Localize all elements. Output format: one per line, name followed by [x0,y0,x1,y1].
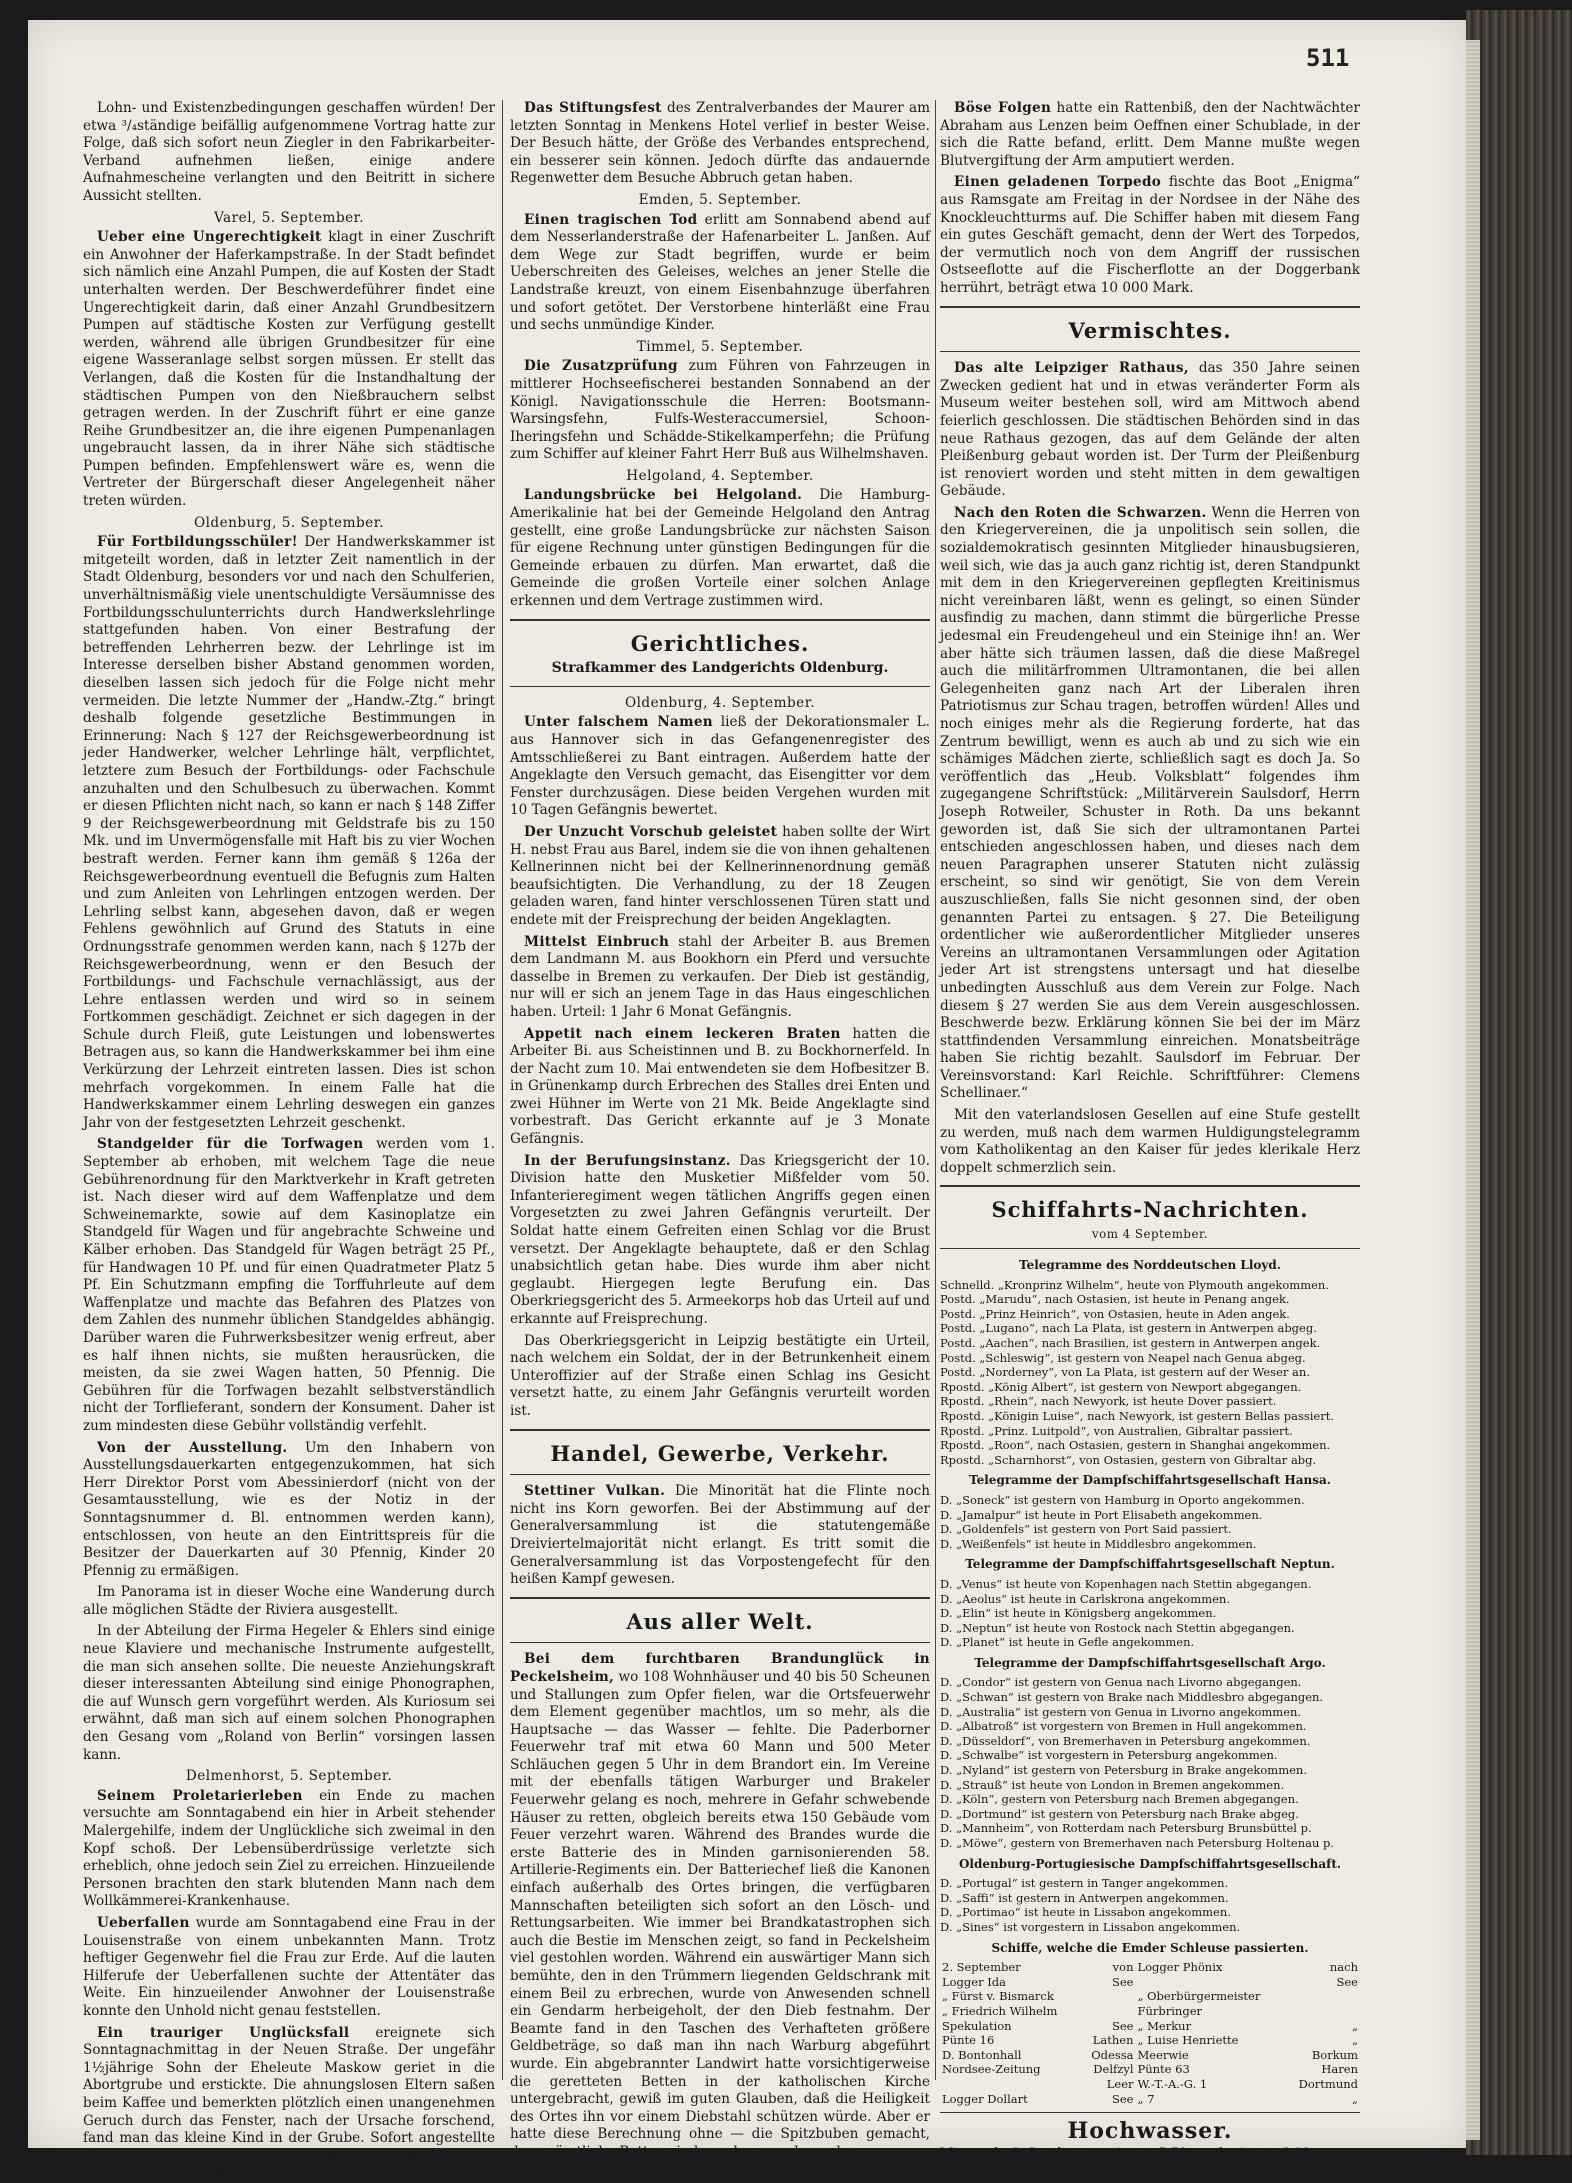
column-rule [502,100,503,2080]
article [510,212,930,335]
article-body: zum Führen von Fahrzeugen in mittlerer Hochseefischerei bestanden Sonnabend an der Königl. Navigationsschule die Herren: Bootsmann-Warsingsfehn, Fulfs-Westeraccumersiel, Schoon-Iheringsfehn und Schädde-Stikelkamperfehn; die Prüfung zum Schiffer auf kleiner Fahrt Herr Buß aus Wilhelmshaven. [510,358,930,463]
table-cell [940,2077,1081,2092]
article [83,1915,495,2021]
article [510,487,930,610]
article-body: Um den Inhabern von Ausstellungsdauerkarten entgegenzukommen, hat sich Herr Direktor Porst vom Abessinierdorf (nicht von der Gesamtausstellung, wie es der Notiz in der Sonntagsnummer d. Bl. entnommen werden kann), entschlossen, von heute an den Eintrittspreis für die Besitzer der Dauerkarten auf 30 Pfennig, Kinder 20 Pfennig zu ermäßigen. [83,1439,495,1579]
ship-telegram-line: Postd. „Schleswig“, ist gestern von Neapel nach Genua abgeg. [940,1350,1306,1365]
article-body: das 350 Jahre seinen Zwecken gedient hat und in etwas veränderter Form als Museum weiter bestehen soll, wird am Mittwoch abend feierlich geschlossen. Die städtischen Behörden sind in das neue Rathaus gezogen, das auf dem Gelände der alten Pleißenburg gebaut worden ist. Der Turm der Pleißenburg ist renoviert worden und steht mitten in dem gewaltigen Gebäude. [940,360,1361,500]
table-cell [1285,1989,1360,2004]
article-headline: Einen geladenen Torpedo [954,174,1162,191]
divider [940,2112,1360,2113]
table-row [940,2019,1360,2034]
table-cell [1081,1989,1136,2004]
table-cell: 2. September [942,1960,1021,1975]
ship-telegram-line: D. „Sines“ ist vorgestern in Lissabon angekommen. [940,1919,1241,1934]
section-header-box [940,306,1360,353]
article [83,1440,495,1581]
table-cell: See [1112,2091,1134,2106]
article-body: ereignete sich Sonntagnachmittag in der Neuen Straße. Der ungefähr 1½jährige Sohn der Eheleute Maskow geriet in die Abortgrube und erstickte. Die ahnungslosen Eltern saßen beim Kaffee und bemerkten plötzlich einen unangenehmen Geruch durch das Fenster, nach der Ursache forschend, fand man das kleine Kind in der Grube. Sofort angestellte Wiederbelebungsversuche und ärztliche Behandlung blieben leider ohne Erfolg. [83,2024,495,2182]
table-cell [1081,2004,1136,2019]
article-body: erlitt am Sonnabend abend auf dem Nesserlanderstraße der Hafenarbeiter L. Janßen. Auf dem Wege zur Stadt begriffen, wurde er beim Ueberschreiten des Geleises, welches an jener Stelle die Landstraße kreuzt, von einem Eisenbahnzuge überfahren und sofort getötet. Der Verstorbene hinterläßt eine Frau und sechs unmündige Kinder. [510,211,930,334]
article [83,229,495,511]
table-row [940,2077,1360,2092]
dateline: Varel, 5. September. [213,209,365,226]
table-cell: Meerwie [1137,2047,1189,2062]
table-cell: von [1112,1960,1134,1975]
telegram-heading: Telegramme der Dampfschiffahrtsgesellschaft Argo. [974,1655,1326,1670]
telegram-heading: Telegramme der Dampfschiffahrtsgesellschaft Neptun. [965,1557,1335,1572]
ship-telegram-line: D. „Nyland“ ist gestern von Petersburg in Brake angekommen. [940,1763,1307,1778]
article [940,100,1360,170]
ship-telegram-line: D. „Planet“ ist heute in Gefle angekommen. [940,1635,1195,1650]
table-cell: Nordsee-Zeitung [942,2062,1041,2077]
table-cell: Logger Phönix [1137,1960,1223,1975]
ship-telegram-line: Postd. „Aachen“, nach Brasilien, ist gestern in Antwerpen angek. [940,1336,1321,1350]
high-water-times: Mittwoch, 6. Septbr.: vormittags 5.52, nachmittags 6.09 [940,2145,1311,2161]
article-paragraph: In der Abteilung der Firma Hegeler & Ehlers sind einige neue Klaviere und mechanische Instrumente aufgestellt, die man sich ansehen sollte. Die neueste Anziehungskraft dieser interessanten Abteilung sind einige Phonographen, die auf Wunsch gern vorgeführt werden. Als Kuriosum sei erwähnt, daß man sich auf einem solchen Phonographen den Gesang vom „Roland von Berlin“ vorsingen lassen kann. [83,1623,495,1763]
article [510,1483,930,1589]
telegram-heading: Telegramme der Dampfschiffahrtsgesellschaft Hansa. [969,1473,1331,1488]
article-body: fischte das Boot „Enigma“ aus Ramsgate am Freitag in der Nordsee in der Nähe des Knockleuchtturms auf. Die Schiffer haben mit diesem Fang ein gutes Geschäft gemacht, denn der Wert des Torpedos, der vermutlich noch von dem Angriff der russischen Ostseeflotte auf die Fischerflotte an der Doggerbank herrührt, beträgt etwa 10 000 Mark. [940,174,1361,296]
article-headline: Der Unzucht Vorschub geleistet [524,823,778,840]
article-body: hatte ein Rattenbiß, den der Nachtwächter Abraham aus Lenzen beim Oeffnen einer Schublade, in der sich die Ratte befand, erlitt. Dem Manne mußte wegen Blutvergiftung der Arm amputiert werden. [940,100,1360,169]
ship-telegram-line: D. „Condor“ ist gestern von Genua nach Livorno abgegangen. [940,1675,1302,1690]
article-headline: Bei dem furchtbaren Brandunglück in Peckelsheim, [510,1651,930,1685]
ship-telegram-line: D. „Jamalpur“ ist heute in Port Elisabeth angekommen. [940,1507,1263,1522]
article [83,1788,495,1911]
article-body: hatten die Arbeiter Bi. aus Scheistinnen und B. zu Bockhornerfeld. In der Nacht zum 10. Mai entwendeten sie dem Hofbesitzer B. in Grünenkamp durch Erbrechen des Stalles drei Enten und zwei Hühner im Werte von 21 Mk. Beide Angeklagte sind vorbestraft. Das Gericht erkannte auf je 3 Monate Gefängnis. [510,1025,930,1148]
article [510,100,930,188]
section-header-box [940,1185,1360,1249]
ship-telegram-line: Schnelld. „Kronprinz Wilhelm“, heute von Plymouth angekommen. [940,1277,1329,1292]
article [83,2025,495,2183]
ship-telegram-line: Postd. „Prinz Heinrich“, von Ostasien, heute in Aden angek. [940,1306,1290,1321]
article-headline: Landungsbrücke bei Helgoland. [524,487,803,504]
article-headline: Böse Folgen [954,100,1052,116]
table-row [940,2033,1360,2048]
ship-telegram-line: Rpostd. „Königin Luise“, nach Newyork, ist gestern Bellas passiert. [940,1408,1334,1423]
table-cell: Borkum [1311,2047,1358,2062]
table-cell: „ Luise Henriette [1137,2033,1239,2048]
column-1 [83,100,496,2182]
dateline: Oldenburg, 5. September. [193,514,385,531]
ship-telegram-line: D. „Portugal“ ist gestern in Tanger angekommen. [940,1876,1229,1891]
article-body: wo 108 Wohnhäuser und 40 bis 50 Scheunen und Stallungen zum Opfer fielen, war die Ortsfeuerwehr dem Element gegenüber machtlos, um so mehr, als die Hauptsache — das Wasser — fehlte. Die Paderborner Feuerwehr traf mit etwa 60 Mann und 500 Meter Schläuchen gegen 5 Uhr in dem Brandort ein. Im Vereine mit der ebenfalls tätigen Warburger und Brakeler Feuerwehr gelang es noch, mehrere in Gefahr schwebende Häuser zu retten, obgleich bereits etwa 150 Gebäude vom Feuer verzehrt waren. Während des Brandes wurde die erste Batterie des in Minden garnisonierenden 58. Artillerie-Regiments ein. Der Batteriechef ließ die Kanonen einfach außerhalb des Ortes bringen, die verfügbaren Mannschaften beteiligten sich sofort an den Lösch- und Rettungsarbeiten. Wie immer bei Brandkatastrophen sich auch die Bestie im Menschen zeigt, so fand in Peckelsheim viel gestohlen worden. Während ein auswärtiger Mann sich bemühte, den in den Trümmern liegenden Geldschrank mit einem Beil zu erbrechen, wurde von Anwesenden schnell ein Gendarm herbeigeholt, der den Dieb festnahm. Der Beamte fand in den Taschen des Verhafteten größere Geldbeträge, so daß man ihn nach Warburg abgeführt wurde. Ein abgebrannter Landwirt hatte vorsichtigerweise die geretteten Betten in der katholischen Kirche untergebracht, gewiß im guten Glauben, daß die Heiligkeit des Ortes ihn vor einem Diebstahl schützen würde. Aber er hatte diese Berechnung ohne — die Spitzbuben gemacht, denn sämtliche Betten sind spurlos verschwunden. [510,1668,930,2160]
table-row [940,1989,1360,2004]
article-headline: Standgelder für die Torfwagen [97,1136,364,1153]
ship-telegram-line: D. „Düsseldorf“, von Bremerhaven in Petersburg angekommen. [940,1733,1311,1748]
section-subtitle: Strafkammer des Landgerichts Oldenburg. [551,660,889,677]
ship-telegram-line: D. „Albatroß“ ist vorgestern von Bremen in Hull angekommen. [940,1719,1307,1734]
ship-telegram-line: D. „Australia“ ist gestern von Genua in Livorno angekommen. [940,1704,1302,1719]
ship-telegram-line: D. „Mannheim“, von Rotterdam nach Petersburg Brunsbüttel p. [940,1821,1312,1836]
table-cell: Dortmund [1298,2076,1358,2091]
article-headline: Appetit nach einem leckeren Braten [524,1025,841,1042]
dateline: Timmel, 5. September. [636,338,804,355]
article-body: stahl der Arbeiter B. aus Bremen dem Landmann M. aus Bookhorn ein Pferd und versuchte dasselbe in Bremen zu verkaufen. Der Dieb ist geständig, nur will er sich an jenem Tage in das Haus eingeschlichen haben. Urteil: 1 Jahr 6 Monat Gefängnis. [510,933,930,1020]
table-cell: See [1336,1974,1358,1989]
article-headline: Ein trauriger Unglücksfall [97,2024,350,2041]
table-cell: Spekulation [942,2018,1012,2033]
section-title: Gerichtliches. [630,630,810,656]
table-cell: Pünte 16 [942,2033,995,2048]
ship-telegram-line: D. „Dortmund“ ist gestern von Petersburg nach Brake abgeg. [940,1806,1299,1821]
table-cell: nach [1329,1960,1358,1975]
article [510,934,930,1022]
table-cell: Logger Ida [942,1974,1007,1989]
ship-telegram-line: D. „Schwan“ ist gestern von Brake nach Middlesbro abgegangen. [940,1690,1324,1705]
table-cell: „ Oberbürgermeister [1137,1989,1261,2004]
article-headline: Stettiner Vulkan. [524,1483,666,1500]
article-paragraph: Das Oberkriegsgericht in Leipzig bestätigte ein Urteil, nach welchem ein Soldat, der in der Betrunkenheit einem Unteroffizier auf der Straße einen Schlag ins Gesicht versetzt hatte, zu einem Jahr Gefängnis verurteilt worden ist. [510,1332,930,1419]
ship-telegram-line: D. „Elin“ ist heute in Königsberg angekommen. [940,1606,1217,1621]
article-body: Der Handwerkskammer ist mitgeteilt worden, daß in letzter Zeit namentlich in der Stadt Oldenburg, besonders vor und nach den Schulferien, unverhältnismäßig viele unentschuldigte Versäumnisse des Fortbildungsschulunterrichts durch Handwerkslehrlinge stattgefunden haben. Von einer Bestrafung der betreffenden Lehrherren bezw. der Lehrlinge ist im Interesse derselben bisher Abstand genommen worden, dieselben lassen sich jedoch für die Folge nicht mehr vermeiden. Die letzte Nummer der „Handw.-Ztg.“ bringt deshalb folgende gesetzliche Bestimmungen in Erinnerung: Nach § 127 der Reichsgewerbeordnung ist jeder Handwerker, welcher Lehrlinge hält, verpflichtet, letztere zum Besuch der Fortbildungs- oder Fachschule anzuhalten und den Schulbesuch zu überwachen. Kommt er diesen Pflichten nicht nach, so kann er nach § 148 Ziffer 9 der Reichsgewerbeordnung mit Geldstrafe bis zu 150 Mk. und im Unvermögensfalle mit Haft bis zu vier Wochen bestraft werden. Ferner kann ihm gemäß § 126a der Reichsgewerbeordnung eventuell die Befugnis zum Halten und zum Anleiten von Lehrlingen entzogen werden. Der Lehrling selbst kann, abgesehen davon, daß er wegen Fehlens gewöhnlich auf Grund des Statuts in eine Ordnungsstrafe genommen werden kann, nach § 127b der Reichsgewerbeordnung, wenn er den Besuch der Fortbildungs- und Fachschule vernachlässigt, aus der Lehre entlassen werden und wird so in seinem Fortkommen geschädigt. Zeichnet er sich dagegen in der Schule durch Fleiß, gute Leistungen und lobenswertes Betragen aus, so kann die Handwerkskammer bei ihm eine Verkürzung der Lehrzeit eintreten lassen. Dies ist schon mehrfach vorgekommen. In einem Falle hat die Handwerkskammer einem Lehrling deswegen ein ganzes Jahr von der festgesetzten Lehrzeit geschenkt. [83,534,495,1131]
article-paragraph: Mit den vaterlandslosen Gesellen auf eine Stufe gestellt zu werden, muß nach dem warmen Huldigungstelegramm vom Katholikentag an den Kaiser für jedes klerikale Herz doppelt schmerzlich sein. [940,1107,1360,1176]
table-cell: Odessa [1091,2047,1134,2062]
dateline: Oldenburg, 4. September. [624,694,816,711]
table-row [940,1960,1360,1975]
article-headline: Mittelst Einbruch [524,933,670,950]
article-headline: Seinem Proletarierleben [97,1787,303,1804]
table-cell: Pünte 63 [1137,2062,1190,2077]
high-water-title: Hochwasser. [1067,2118,1233,2145]
table-cell: „ Friedrich Wilhelm [942,2003,1058,2018]
article-headline: Nach den Roten die Schwarzen. [954,504,1207,521]
article-headline: Das alte Leipziger Rathaus, [954,360,1189,377]
article-headline: Ueberfallen [97,1914,190,1931]
article-body: haben sollte der Wirt H. nebst Frau aus Barel, indem sie die von ihnen gehaltenen Kellnerinnen nicht bei der Kellnerinnenordnung gemäß beaufsichtigten. Die Verhandlung, zu der 18 Zeugen geladen waren, fand hinter verschlossenen Türen statt und endete mit der Freisprechung der beiden Angeklagten. [510,823,930,928]
article [510,824,930,930]
ship-telegram-line: Postd. „Marudu“, nach Ostasien, ist heute in Penang angek. [940,1292,1290,1307]
ship-telegram-line: D. „Möwe“, gestern von Bremerhaven nach Petersburg Holtenau p. [940,1836,1335,1850]
article [940,360,1360,501]
book-spine [1466,10,1572,2155]
ship-telegram-line: Postd. „Lugano“, nach La Plata, ist gestern in Antwerpen abgeg. [940,1321,1317,1336]
article [940,505,1360,1103]
ship-telegram-line: Rpostd. „König Albert“, ist gestern von Newport abgegangen. [940,1379,1302,1394]
table-row [940,1975,1360,1990]
table-cell: „ 7 [1137,2091,1155,2106]
article-headline: In der Berufungsinstanz. [524,1152,731,1169]
page-number: 511 [1306,44,1350,72]
ship-telegram-line: D. „Saffi“ ist gestern in Antwerpen angekommen. [940,1890,1229,1905]
table-cell: D. Bontonhall [942,2047,1022,2062]
section-header-box [510,619,930,687]
article-body: des Zentralverbandes der Maurer am letzten Sonntag in Menkens Hotel verlief in bester Weise. Der Besuch hätte, der Größe des Verbandes entsprechend, ein besserer sein können. Jedoch dürfte das andauernde Regenwetter dem Besuche Abbruch getan haben. [510,100,931,187]
article-body: wurde am Sonntagabend eine Frau in der Louisenstraße von einem unbekannten Mann. Trotz heftiger Gegenwehr fiel die Frau zur Erde. Auf die lauten Hilferufe der Ueberfallenen suchte der Attentäter das Weite. Ein hinzueilender Anwohner der Louisenstraße konnte den Unhold nicht genau feststellen. [83,1914,495,2019]
ship-telegram-line: Postd. „Norderney“, von La Plata, ist gestern auf der Weser an. [940,1365,1310,1380]
section-date: vom 4 September. [1091,1227,1209,1242]
article-body: ein Ende zu machen versuchte am Sonntagabend ein hier in Arbeit stehender Malergehilfe, indem der Unglückliche sich zweimal in den Kopf schoß. Der Lebensüberdrüssige verletzte sich erheblich, ohne jedoch sein Ziel zu erreichen. Hinzueilende Personen brachten den stark blutenden Mann nach dem Wollkämmerei-Krankenhause. [83,1787,495,1910]
article-paragraph: Lohn- und Existenzbedingungen geschaffen würden! Der etwa ³/₄ständige beifällig aufgenommene Vortrag hatte zur Folge, daß sich sofort neun Ziegler in den Fabrikarbeiter-Verband aufnehmen ließen, einige andere Aufnahmescheine verlangten und den Beitritt in sichere Aussicht stellten. [83,100,495,204]
table-cell: Leer [1106,2076,1134,2091]
telegram-heading: Oldenburg-Portugiesische Dampfschiffahrtsgesellschaft. [958,1856,1342,1871]
dateline: Helgoland, 4. September. [626,467,814,484]
ship-telegram-line: D. „Goldenfels“ ist gestern von Port Said passiert. [940,1522,1232,1537]
table-row [940,2048,1360,2063]
table-row [940,2004,1360,2019]
article [510,714,930,820]
section-title: Vermischtes. [1068,317,1232,343]
column-2 [510,100,931,2160]
article-headline: Die Zusatzprüfung [524,358,678,375]
table-cell: See [1112,2018,1134,2033]
column-3 [940,100,1361,2161]
article-body: ließ der Dekorationsmaler L. aus Hannover sich in das Gefangenenregister des Amtsschließerei zu Bant eintragen. Außerdem hatte der Angeklagte den Versuch gemacht, das Eisengitter vor dem Fenster durchzusägen. Diese beiden Vergehen wurden mit 10 Tagen Gefängnis bewertet. [510,714,931,819]
table-cell [1136,1975,1286,1990]
telegram-list-hansa [940,1493,1360,1551]
article-headline: Ueber eine Ungerechtigkeit [97,229,322,246]
article-headline: Unter falschem Namen [524,714,713,731]
article-body: Die Minorität hat die Flinte noch nicht ins Korn geworfen. Bei der Abstimmung auf der Generalversammlung ist die statutengemäße Dreiviertelmajorität nicht erlangt. Es tritt somit die Generalversammlung ist das Vorpostengefecht für den heißen Kampf gewesen. [510,1483,931,1588]
table-cell: Lathen [1092,2033,1134,2048]
article [83,1136,495,1435]
table-cell: „ [1352,2018,1358,2033]
telegram-list-oport [940,1876,1360,1934]
article-body: Das Kriegsgericht der 10. Division hatte den Musketier Mißfelder vom 50. Infanterieregiment wegen tätlichen Angriffs gegen einen Vorgesetzten zu zwei Jahren Gefängnis verurteilt. Der Soldat hatte einem Gefreiten einen Schlag vor die Brust versetzt. Der Angeklagte behauptete, daß er den Schlag unabsichtlich getan habe. Dies wurde ihm aber nicht geglaubt. Hiergegen legte Berufung ein. Das Oberkriegsgericht des 5. Armeekorps hob das Urteil auf und erkannte auf Freisprechung. [510,1152,930,1327]
ship-telegram-line: D. „Portimao“ ist heute in Lissabon angekommen. [940,1905,1231,1920]
ship-telegram-line: Rpostd. „Prinz. Luitpold“, von Australien, Gibraltar passiert. [940,1423,1293,1438]
page-stack-edge [1466,40,1480,2140]
ship-telegram-line: Rpostd. „Roon“, nach Ostasien, gestern in Shanghai angekommen. [940,1438,1331,1453]
ship-telegram-line: D. „Schwalbe“ ist vorgestern in Petersburg angekommen. [940,1748,1278,1763]
ship-telegram-line: Rpostd. „Rhein“, nach Newyork, ist heute Dover passiert. [940,1394,1277,1409]
ship-telegram-line: D. „Strauß“ ist heute von London in Bremen angekommen. [940,1777,1285,1792]
article-body: werden vom 1. September ab erhoben, mit welchem Tage die neue Gebührenordnung für den Marktverkehr in Kraft getreten ist. Nach dieser wird auf dem Waffenplatze und dem Schweinemarkte, sowie auf dem Kasinoplatze ein Standgeld für Wagen und für angebrachte Schweine und Kälber erhoben. Das Standgeld für Wagen beträgt 25 Pf., für Handwagen 10 Pf. und für einen Quadratmeter Platz 5 Pf. Ein Schutzmann empfing die Torffuhrleute auf dem Waffenplatze und machte das Befahren des Platzes von dem Zahlen des nunmehr üblichen Standgeldes abhängig. Darüber waren die Fuhrwerksbesitzer wenig erfreut, aber es half ihnen nichts, sie mußten herausrücken, die meisten, da sie zwei Wagen hatten, 50 Pfennig. Die Gebühren für die Torfwagen bezahlt selbstverständlich nicht der Torflieferant, sondern der Konsument. Daher ist zum mindesten diese Gebühr vollständig verfehlt. [83,1136,496,1434]
ship-telegram-line: D. „Aeolus“ ist heute in Carlskrona angekommen. [940,1591,1230,1606]
column-rule [935,100,936,2080]
table-cell: „ [1352,2033,1358,2048]
article-headline: Das Stiftungsfest [524,100,662,116]
table-row [940,2092,1360,2107]
table-cell: „ Fürst v. Bismarck [942,1989,1054,2004]
table-cell: Fürbringer [1137,2003,1202,2018]
article [510,1153,930,1329]
article [510,1026,930,1149]
ship-telegram-line: D. „Weißenfels“ ist heute in Middlesbro angekommen. [940,1536,1257,1551]
telegram-heading: Schiffe, welche die Emder Schleuse passierten. [991,1940,1309,1955]
article-headline: Von der Ausstellung. [97,1439,288,1456]
dateline: Emden, 5. September. [638,191,802,208]
section-title: Handel, Gewerbe, Verkehr. [550,1440,890,1466]
article-body: Die Hamburg-Amerikalinie hat bei der Gemeinde Helgoland den Antrag gestellt, eine große Landungsbrücke zur nächsten Saison für eigene Rechnung unter günstigen Bedingungen für die Gemeinde erbauen zu dürfen. Man erwartet, daß die Gemeinde die großen Vorteile einer solchen Anlage erkennen und dem Vertrage zustimmen wird. [510,487,930,610]
table-cell: Haren [1321,2062,1358,2077]
article-paragraph: Im Panorama ist in dieser Woche eine Wanderung durch alle möglichen Städte der Riviera ausgestellt. [83,1584,495,1618]
telegram-list-neptun [940,1577,1360,1650]
ship-telegram-line: D. „Soneck“ ist gestern von Hamburg in Oporto angekommen. [940,1492,1305,1507]
article-headline: Für Fortbildungsschüler! [97,534,298,551]
table-cell: Delfzyl [1093,2062,1134,2077]
table-cell [1285,2004,1360,2019]
ship-telegram-line: D. „Venus“ ist heute von Kopenhagen nach Stettin abgegangen. [940,1576,1312,1591]
ship-telegram-line: Rpostd. „Scharnhorst“, von Ostasien, gestern von Gibraltar abg. [940,1452,1317,1467]
table-cell: See [1112,1974,1134,1989]
table-cell: „ [1352,2091,1358,2106]
article-headline: Einen tragischen Tod [524,211,698,228]
table-cell: Logger Dollart [942,2091,1028,2106]
telegram-list-lloyd [940,1278,1360,1468]
telegram-heading: Telegramme des Norddeutschen Lloyd. [1019,1258,1281,1273]
section-title: Schiffahrts-Nachrichten. [991,1197,1309,1223]
section-title: Aus aller Welt. [626,1608,814,1634]
article [510,358,930,464]
article [83,534,495,1132]
table-cell: W.-T.-A.-G. 1 [1137,2076,1208,2091]
table-row [940,2062,1360,2077]
article-body: Wenn die Herren von den Kriegervereinen, die ja unpolitisch sein sollen, die sozialdemokratisch gesinnten Mitglieder hinausbugsieren, weil sich, wie das ja auch ganz richtig ist, deren Standpunkt mit dem in den Kriegervereinen gepflegten Kreitinismus nicht vereinbaren läßt, wenn es gelingt, so einen Sünder ausfindig zu machen, dann stimmt die bürgerliche Presse jedesmal ein Freudengeheul und ein Steinige ihn! an. Wer aber hätte sich träumen lassen, daß die diese Maßregel auch die militärfrommen Ultramontanen, die bei allen Gelegenheiten ganz nach Art der Liberalen ihren Patriotismus zur Schau tragen, betroffen würden! Alles und noch einiges mehr als die Regierung forderte, hat das Zentrum bewilligt, wenn es auch ab und zu sich wie ein schämiges Mädchen zierte, schließlich sagt es doch Ja. So veröffentlich das „Heub. Volksblatt“ folgendes ihm zugegangene Schriftstück: „Militärverein Saulsdorf, Herrn Joseph Rotweiler, Schuster in Roth. Da uns bekannt geworden ist, daß Sie sich der ultramontanen Partei entschieden angeschlossen haben, und dieses nach dem neuen Paragraphen unserer Statuten nicht zulässig erscheint, so sind wir genötigt, Sie von dem Verein auszuschließen, falls Sie nicht gesonnen sind, der oben genannten Partei zu entsagen. § 27. Die Beteiligung ordentlicher wie außerordentlicher Mitglieder unseres Vereins an ultramontanen Versammlungen oder Agitation jeder Art ist strengstens untersagt und hat dieselbe unbedingten Ausschluß aus dem Verein zur Folge. Nach diesem § 27 werden Sie aus dem Verein ausgeschlossen. Beschwerde bezw. Erklärung können Sie bei der im März stattfindenden Versammlung einreichen. Monatsbeiträge haben Sie richtig bezahlt. Saulsdorf im Februar. Der Vereinsvorstand: Karl Reichle. Schriftführer: Clemens Schellinaer.“ [940,504,1360,1102]
section-header-box [510,1597,930,1644]
ship-telegram-line: D. „Neptun“ ist heute von Rostock nach Stettin abgegangen. [940,1620,1295,1635]
lock-passages-table [940,1960,1360,2106]
table-cell: „ Merkur [1137,2018,1192,2033]
ship-telegram-line: D. „Köln“, gestern von Petersburg nach Bremen abgegangen. [940,1792,1299,1807]
dateline: Delmenhorst, 5. September. [185,1768,393,1785]
article-body: klagt in einer Zuschrift ein Anwohner der Haferkampstraße. In der Stadt befindet sich nämlich eine Anzahl Pumpen, die auf Kosten der Stadt unterhalten werden. Der Beschwerdeführer findet eine Ungerechtigkeit darin, daß einer Anzahl Grundbesitzern Pumpen auf städtische Kosten zur Verfügung gestellt werden, während alle übrigen Grundbesitzer für eine eigene Wasseranlage selbst sorgen müssen. Er stellt das Verlangen, daß die Kosten für die Instandhaltung der städtischen Pumpen von den Nießbrauchern selbst getragen werden. In der Zuschrift führt er eine ganze Reihe Grundbesitzer an, die ihre eigenen Pumpenanlagen ungebraucht lassen, da in ihrer Nähe sich städtische Pumpen befinden. Empfehlenswert wäre es, wenn die Vertreter der Bürgerschaft dieser Angelegenheit näher treten würden. [83,229,495,510]
article [510,1651,930,2161]
telegram-list-argo [940,1675,1360,1850]
section-header-box [510,1429,930,1476]
article [940,174,1360,297]
